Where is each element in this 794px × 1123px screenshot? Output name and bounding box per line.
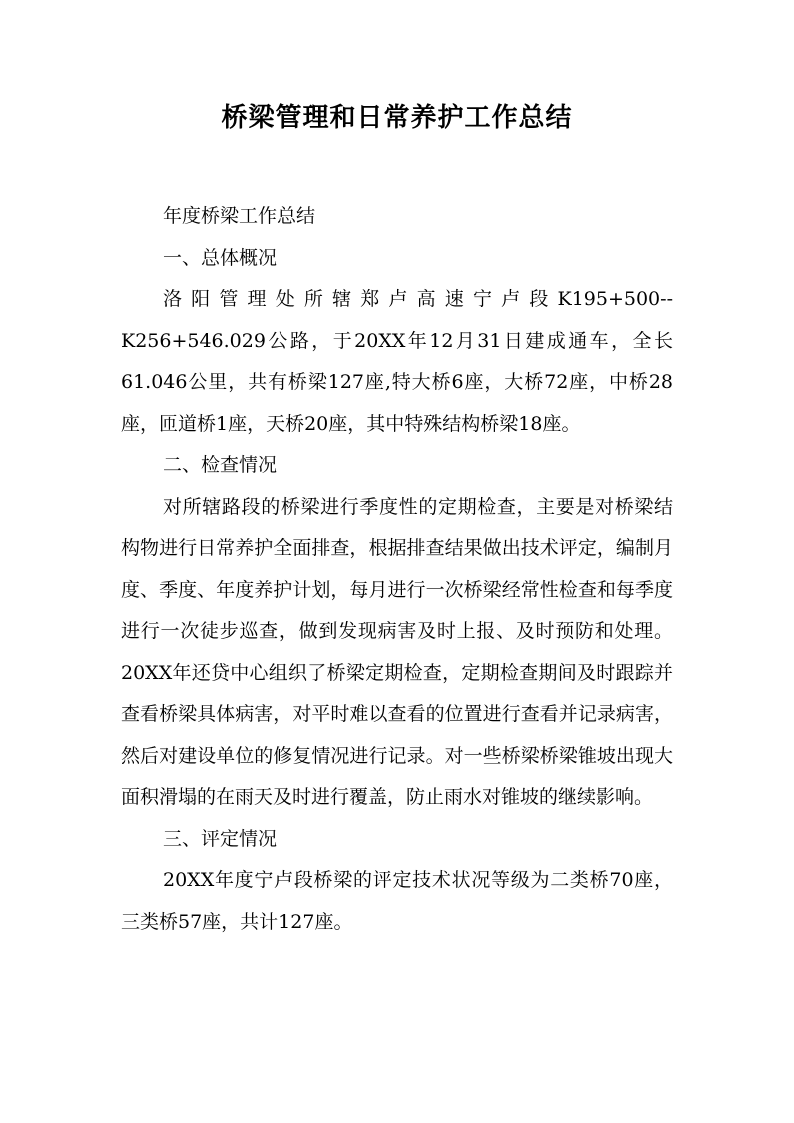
section-paragraph-overview: 洛阳管理处所辖郑卢高速宁卢段K195+500--K256+546.029公路，于20XX年12月31日建成通车，全长61.046公里，共有桥梁127座,特大桥6座，大桥72座，中桥28座，匝道桥1座，天桥20座，其中特殊结构桥梁18座。 <box>121 288 673 435</box>
section-heading-inspection: 二、检查情况 <box>163 454 278 476</box>
document-body <box>121 196 673 943</box>
section-paragraph-inspection: 对所辖路段的桥梁进行季度性的定期检查，主要是对桥梁结构物进行日常养护全面排查，根据排查结果做出技术评定，编制月度、季度、年度养护计划，每月进行一次桥梁经常性检查和每季度进行一次徒步巡查，做到发现病害及时上报、及时预防和处理。20XX年还贷中心组织了桥梁定期检查，定期检查期间及时跟踪并查看桥梁具体病害，对平时难以查看的位置进行查看并记录病害，然后对建设单位的修复情况进行记录。对一些桥梁桥梁锥坡出现大面积滑塌的在雨天及时进行覆盖，防止雨水对锥坡的继续影响。 <box>121 495 673 808</box>
section-heading-evaluation: 三、评定情况 <box>163 827 278 850</box>
section-paragraph-evaluation: 20XX年度宁卢段桥梁的评定技术状况等级为二类桥70座，三类桥57座，共计127座。 <box>121 869 673 933</box>
document-subtitle: 年度桥梁工作总结 <box>163 205 316 227</box>
document-title: 桥梁管理和日常养护工作总结 <box>221 103 573 133</box>
section-heading-overview: 一、总体概况 <box>163 246 278 269</box>
